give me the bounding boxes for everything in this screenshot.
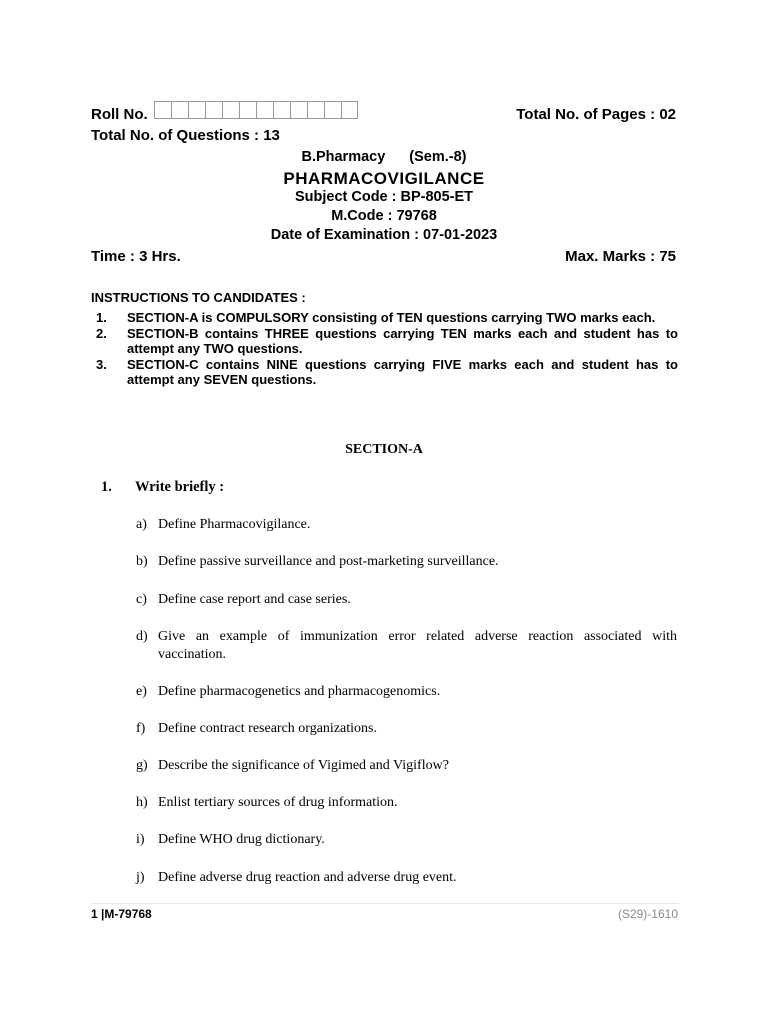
instruction-text: SECTION-A is COMPULSORY consisting of TEN questions carrying TWO marks each. (127, 310, 656, 325)
question-heading (101, 479, 224, 496)
sub-question-text: Define case report and case series. (158, 592, 351, 607)
time-allowed: Time : 3 Hrs. (91, 248, 181, 265)
roll-number-box (205, 101, 222, 119)
footer-page-code: 1 |M-79768 (91, 907, 152, 921)
sub-question-text: Define WHO drug dictionary. (158, 832, 325, 847)
question-text: Write briefly : (135, 479, 225, 495)
sub-question-text: Define adverse drug reaction and adverse drug event. (158, 870, 457, 885)
footer-divider (91, 903, 679, 904)
sub-question-text: Define Pharmacovigilance. (158, 517, 311, 532)
instruction-number: 1. (96, 310, 107, 325)
total-questions: Total No. of Questions : 13 (91, 127, 280, 144)
instruction-number: 3. (96, 357, 107, 372)
sub-question-text: Define contract research organizations. (158, 721, 377, 736)
sub-question (136, 831, 677, 849)
sub-question (136, 591, 677, 609)
roll-number-box (290, 101, 307, 119)
sub-question (136, 683, 677, 701)
course-line (0, 149, 768, 165)
subject-title: PHARMACOVIGILANCE (283, 169, 485, 188)
instructions-list (96, 310, 678, 388)
sub-question (136, 869, 677, 887)
semester: (Sem.-8) (409, 149, 467, 165)
sub-question-text: Define pharmacogenetics and pharmacogenomics. (158, 684, 441, 699)
sub-question-letter: d) (136, 629, 148, 644)
roll-number-group (91, 106, 358, 123)
sub-question (136, 628, 677, 664)
roll-label: Roll No. (91, 105, 148, 123)
sub-question-text: Define passive surveillance and post-marketing surveillance. (158, 554, 499, 569)
sub-question-letter: h) (136, 795, 148, 810)
sub-question (136, 757, 677, 775)
sub-question-text: Enlist tertiary sources of drug information. (158, 795, 398, 810)
course-name: B.Pharmacy (301, 149, 386, 165)
instruction-text: SECTION-C contains NINE questions carrying FIVE marks each and student has to attempt any SEVEN questions. (127, 357, 678, 387)
roll-number-box (341, 101, 358, 119)
instruction-text: SECTION-B contains THREE questions carrying TEN marks each and student has to attempt any TWO questions. (127, 326, 678, 356)
question-number: 1. (101, 479, 112, 495)
sub-question-letter: i) (136, 832, 145, 847)
instruction-item (96, 310, 678, 325)
exam-date: Date of Examination : 07-01-2023 (270, 227, 498, 243)
instruction-item (96, 326, 678, 356)
sub-question-letter: j) (136, 870, 145, 885)
sub-question (136, 516, 677, 534)
footer-serial: (S29)-1610 (617, 907, 678, 921)
sub-question-letter: a) (136, 517, 147, 532)
roll-number-box (307, 101, 324, 119)
roll-number-box (222, 101, 239, 119)
sub-question (136, 794, 677, 812)
sub-question-letter: g) (136, 758, 148, 773)
sub-question-letter: f) (136, 721, 146, 736)
roll-number-box (188, 101, 205, 119)
sub-question (136, 720, 677, 738)
roll-number-box (154, 101, 171, 119)
roll-number-box (256, 101, 273, 119)
instruction-number: 2. (96, 326, 107, 341)
sub-question-text: Describe the significance of Vigimed and Vigiflow? (158, 758, 449, 773)
roll-number-box (273, 101, 290, 119)
instruction-item (96, 357, 678, 387)
time-marks-row (91, 248, 676, 265)
sub-question-letter: b) (136, 554, 148, 569)
sub-question (136, 553, 677, 571)
subject-code: Subject Code : BP-805-ET (294, 189, 474, 205)
roll-number-boxes (154, 101, 358, 119)
sub-question-letter: c) (136, 592, 147, 607)
roll-number-box (171, 101, 188, 119)
roll-row (91, 104, 676, 124)
max-marks: Max. Marks : 75 (565, 248, 676, 265)
instructions-title: INSTRUCTIONS TO CANDIDATES : (91, 290, 306, 305)
roll-number-box (324, 101, 341, 119)
sub-question-text: Give an example of immunization error related adverse reaction associated with vaccination. (158, 629, 677, 662)
roll-number-box (239, 101, 256, 119)
sub-question-letter: e) (136, 684, 147, 699)
section-title: SECTION-A (345, 442, 423, 457)
total-pages: Total No. of Pages : 02 (516, 105, 676, 123)
m-code: M.Code : 79768 (331, 208, 437, 224)
